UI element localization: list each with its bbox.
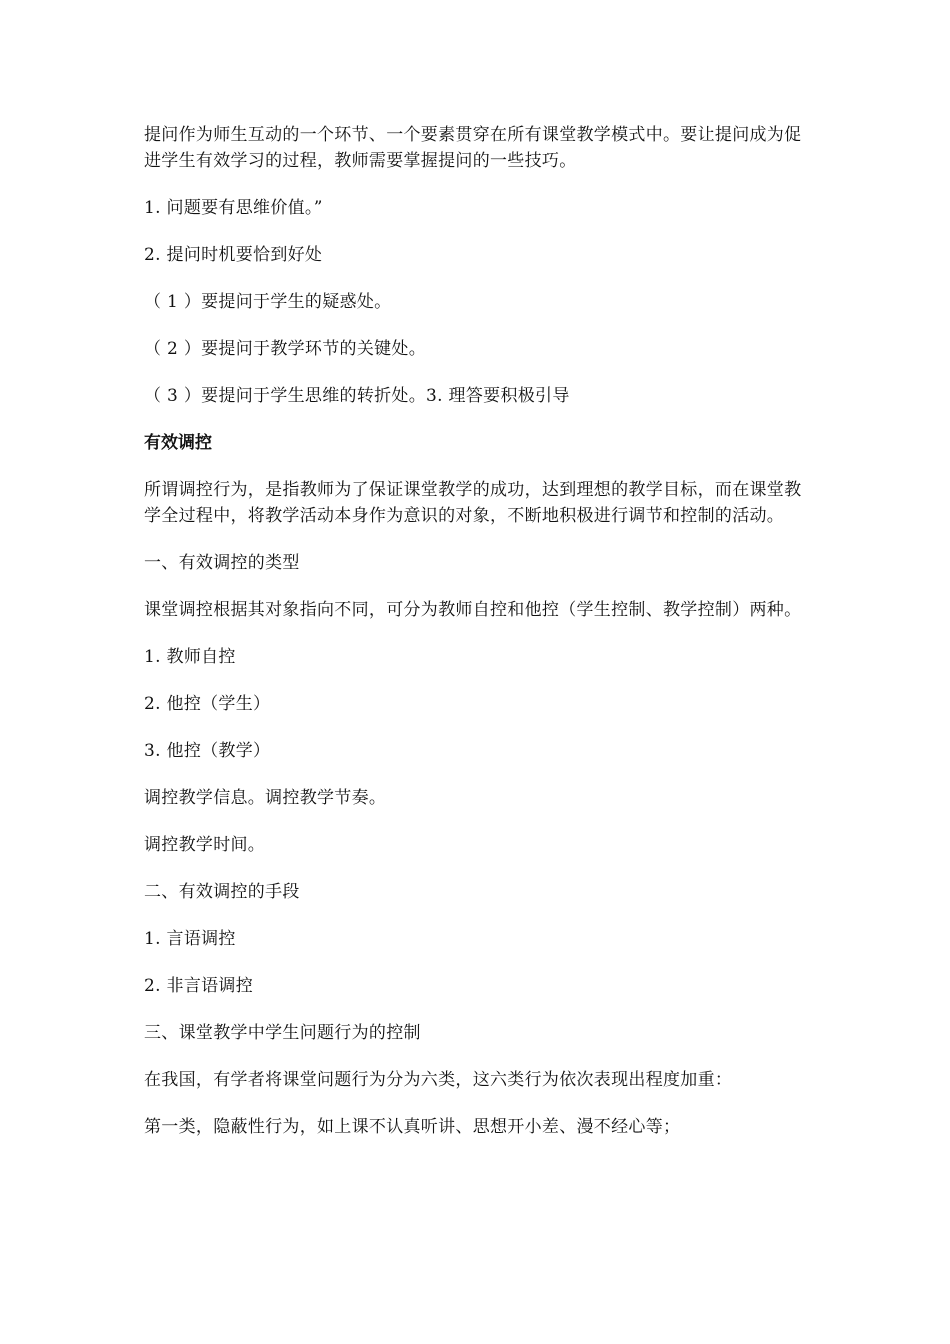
document-page bbox=[144, 122, 812, 1161]
subsection-heading: 二、有效调控的手段 bbox=[144, 882, 300, 902]
list-item: 3. 他控（教学） bbox=[144, 741, 271, 761]
paragraph: 第一类，隐蔽性行为，如上课不认真听讲、思想开小差、漫不经心等； bbox=[144, 1117, 681, 1137]
section-heading: 有效调控 bbox=[144, 433, 212, 453]
description-paragraph: 课堂调控根据其对象指向不同，可分为教师自控和他控（学生控制、教学控制）两种。 bbox=[144, 600, 802, 620]
subsection-heading: 一、有效调控的类型 bbox=[144, 553, 300, 573]
subsection-heading: 三、课堂教学中学生问题行为的控制 bbox=[144, 1023, 421, 1043]
definition-paragraph: 所谓调控行为，是指教师为了保证课堂教学的成功，达到理想的教学目标，而在课堂教学全过程中，将教学活动本身作为意识的对象，不断地积极进行调节和控制的活动。 bbox=[144, 480, 802, 526]
list-item: 1. 问题要有思维价值。” bbox=[144, 198, 323, 218]
sub-list-item: （ 2 ）要提问于教学环节的关键处。 bbox=[144, 339, 427, 359]
list-item: 1. 教师自控 bbox=[144, 647, 236, 667]
paragraph: 调控教学时间。 bbox=[144, 835, 266, 855]
list-item: 2. 非言语调控 bbox=[144, 976, 254, 996]
intro-paragraph: 提问作为师生互动的一个环节、一个要素贯穿在所有课堂教学模式中。要让提问成为促进学生有效学习的过程，教师需要掌握提问的一些技巧。 bbox=[144, 125, 802, 171]
paragraph: 在我国，有学者将课堂问题行为分为六类，这六类行为依次表现出程度加重： bbox=[144, 1070, 733, 1090]
sub-list-item: （ 3 ）要提问于学生思维的转折处。3. 理答要积极引导 bbox=[144, 386, 570, 406]
list-item: 2. 提问时机要恰到好处 bbox=[144, 245, 323, 265]
list-item: 1. 言语调控 bbox=[144, 929, 236, 949]
paragraph: 调控教学信息。调控教学节奏。 bbox=[144, 788, 387, 808]
sub-list-item: （ 1 ）要提问于学生的疑惑处。 bbox=[144, 292, 392, 312]
list-item: 2. 他控（学生） bbox=[144, 694, 271, 714]
